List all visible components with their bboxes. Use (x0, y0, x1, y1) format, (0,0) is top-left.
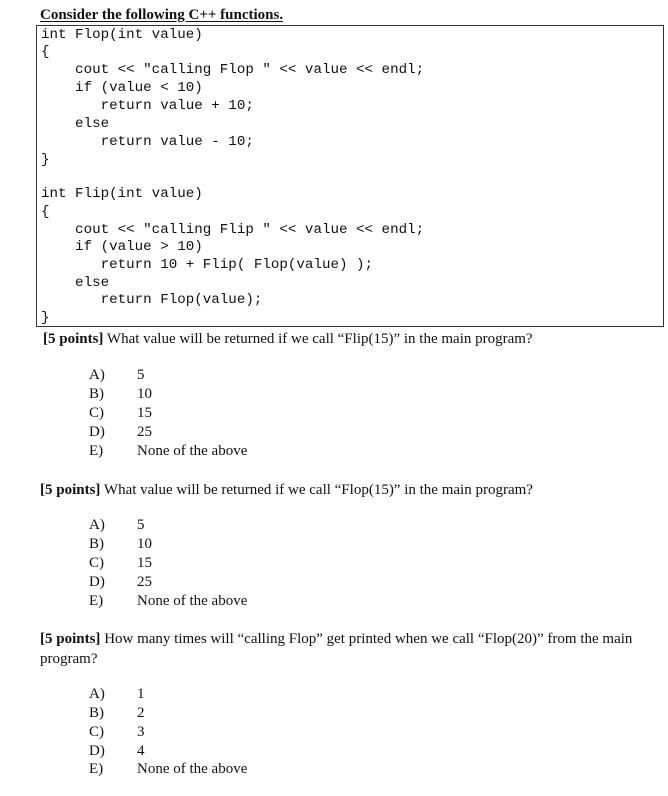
option-value: 15 (137, 405, 152, 421)
option-letter: A) (89, 686, 105, 702)
option-letter: D) (89, 424, 105, 440)
option-letter: E) (89, 593, 104, 609)
question-1-points: [5 points] (43, 331, 104, 347)
option-letter: B) (89, 705, 104, 721)
option-value: 1 (137, 686, 145, 702)
option-value: 3 (137, 724, 145, 740)
option-value: None of the above (137, 443, 248, 459)
code-line: } (41, 152, 50, 168)
code-line: else (41, 275, 110, 291)
option-value: 10 (137, 536, 152, 552)
option-value: 4 (137, 743, 145, 759)
option-value: None of the above (137, 761, 248, 777)
option-letter: C) (89, 724, 104, 740)
option-value: None of the above (137, 593, 248, 609)
code-line: return 10 + Flip( Flop(value) ); (41, 257, 374, 273)
code-line: return value - 10; (41, 134, 254, 150)
option-letter: E) (89, 761, 104, 777)
code-line: { (41, 204, 50, 220)
code-line: cout << "calling Flip " << value << endl; (41, 222, 425, 238)
code-block (36, 25, 664, 327)
code-line: { (41, 44, 50, 60)
question-2-text (40, 480, 665, 500)
code-line: return Flop(value); (41, 292, 263, 308)
code-line: if (value < 10) (41, 80, 203, 96)
option-value: 5 (137, 367, 145, 383)
code-line: else (41, 116, 110, 132)
question-1-text (43, 329, 668, 349)
option-value: 25 (137, 424, 152, 440)
question-3-prompt: How many times will “calling Flop” get printed when we call “Flop(20)” from the main program? (40, 631, 633, 667)
option-letter: B) (89, 386, 104, 402)
code-line: int Flop(int value) (41, 27, 203, 43)
code-line: return value + 10; (41, 98, 254, 114)
option-letter: D) (89, 743, 105, 759)
option-letter: B) (89, 536, 104, 552)
option-letter: E) (89, 443, 104, 459)
option-letter: A) (89, 367, 105, 383)
code-line: int Flip(int value) (41, 186, 203, 202)
option-letter: C) (89, 555, 104, 571)
section-heading: Consider the following C++ functions. (40, 7, 284, 23)
code-line: cout << "calling Flop " << value << endl; (41, 62, 425, 78)
option-letter: C) (89, 405, 104, 421)
option-letter: A) (89, 517, 105, 533)
option-value: 5 (137, 517, 145, 533)
question-2-points: [5 points] (40, 482, 101, 498)
question-3-points: [5 points] (40, 631, 101, 647)
question-2-prompt: What value will be returned if we call “Flop(15)” in the main program? (100, 482, 533, 498)
option-value: 2 (137, 705, 145, 721)
code-line: } (41, 310, 50, 326)
question-3-text (40, 629, 665, 669)
option-value: 15 (137, 555, 152, 571)
code-line: if (value > 10) (41, 239, 203, 255)
option-value: 10 (137, 386, 152, 402)
option-letter: D) (89, 574, 105, 590)
question-1-prompt: What value will be returned if we call “Flip(15)” in the main program? (103, 331, 533, 347)
option-value: 25 (137, 574, 152, 590)
